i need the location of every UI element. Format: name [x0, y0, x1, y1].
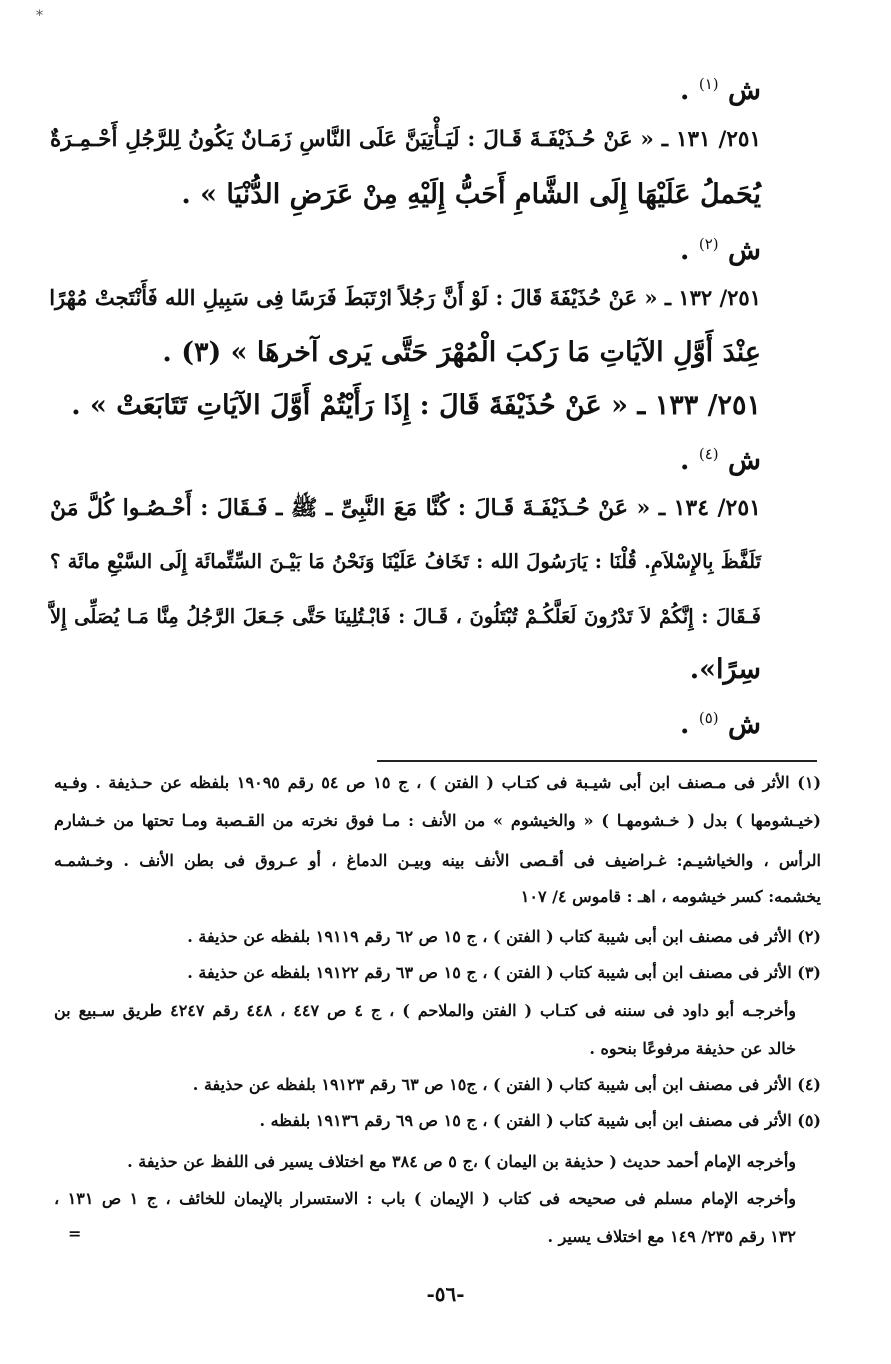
footnote-1-line-3: الرأس ، والخياشيـم: غـراضيف فى أقـصى الأنف بينه وبيـن الدماغ ، أو عـروق فى بطن الأنف . وخـشمـه [54, 851, 821, 870]
page-number: -٥٦- [426, 1282, 465, 1306]
hadith-134-line-2: تَلَفَّظَ بِالإِسْلاَمِ. قُلْنَا : يَارَسُولَ الله : تَخَافُ عَلَيْنَا وَنَحْنُ مَا بَيْـنَ السِّتِّمائَة إِلَى السَّبْعِ مائَة ؟ [50, 550, 761, 573]
sharh-marker-2 [680, 224, 761, 271]
hadith-131-line-1: ٢٥١/ ١٣١ ـ « عَنْ حُـذَيْفَـةَ قَـالَ : لَيَـأْتِيَنَّ عَلَى النَّاسِ زَمَـانٌ يَكُونُ لِلرَّجُلِ أَحْـمِـرَةٌ [50, 127, 761, 152]
footnote-2: (٢) الأثر فى مصنف ابن أبى شيبة كتاب ( الفتن ) ، ج ١٥ ص ٦٢ رقم ١٩١١٩ بلفظه عن حذيفة . [187, 927, 821, 946]
sharh-marker-4 [680, 434, 761, 481]
footnote-ref-5: (٥) [698, 709, 719, 727]
sharh-end: . [680, 235, 690, 266]
hadith-134-line-3: فَـقَالَ : إِنَّكُمْ لاَ تَدْرُونَ لَعَلَّكُـمْ تُبْتَلُونَ ، قَـالَ : فَابْـتُلِينَا حَتَّى جَـعَلَ الرَّجُلُ مِنَّا مَـا يُصَلِّى إِلاَّ [50, 605, 761, 628]
sharh-label: ش [728, 445, 761, 476]
hadith-134-line-4: سِرًا». [689, 654, 761, 685]
footnote-1-line-1: (١) الأثر فى مـصنف ابن أبى شيـبة فى كتـاب ( الفتن ) ، ج ١٥ ص ٥٤ رقم ١٩٠٩٥ بلفظه عن حـذيفة . وفـيه [54, 773, 822, 792]
sharh-label: ش [728, 75, 761, 106]
hadith-133-line-1: ٢٥١/ ١٣٣ ـ « عَنْ حُذَيْفَةَ قَالَ : إِذَا رَأَيْتُمْ أَوَّلَ الآيَاتِ تَتَابَعَتْ » . [71, 390, 761, 421]
footnote-5-line-2: وأخرجه الإمام أحمد حديث ( حذيفة بن اليمان ) ،ج ٥ ص ٣٨٤ مع اختلاف يسير فى اللفظ عن حذيفة . [127, 1152, 796, 1171]
sharh-end: . [680, 445, 690, 476]
hadith-132-line-2: عِنْدَ أَوَّلِ الآيَاتِ مَا رَكبَ الْمُهْرَ حَتَّى يَرى آخرهَا » (٣) . [162, 337, 761, 368]
sharh-end: . [680, 75, 690, 106]
hadith-132-line-1: ٢٥١/ ١٣٢ ـ « عَنْ حُذَيْفَةَ قَالَ : لَوْ أَنَّ رَجُلاً ارْتَبَطَ فَرَسًا فِى سَبِيلِ الله فَأَنْتَجتْ مُهْرًا [49, 285, 761, 310]
sharh-label: ش [728, 235, 761, 266]
footnote-3-line-1: (٣) الأثر فى مصنف ابن أبى شيبة كتاب ( الفتن ) ، ج ١٥ ص ٦٣ رقم ١٩١٢٢ بلفظه عن حذيفة . [187, 963, 821, 982]
footnote-1-line-2: (خيـشومها ) بدل ( خـشومهـا ) « والخيشوم » من الأنف : مـا فوق نخرته من القـصبة ومـا تحتها من خـشارم [54, 811, 821, 830]
footnote-5-line-3: وأخرجه الإمام مسلم فى صحيحه فى كتاب ( الإيمان ) باب : الاستسرار بالإيمان للخائف ، ج ١ ص ١٣١ ، [54, 1189, 797, 1208]
sharh-marker-5 [680, 698, 761, 745]
footnote-ref-1: (١) [698, 75, 719, 93]
footnote-3-line-3: خالد عن حذيفة مرفوعًا بنحوه . [589, 1039, 796, 1058]
sharh-end: . [680, 709, 690, 740]
hadith-134-line-1: ٢٥١/ ١٣٤ ـ « عَنْ حُـذَيْفَـةَ قَـالَ : كُنَّا مَعَ النَّبِىِّ ـ ﷺ ـ فَـقَالَ : أَحْـصُـوا كُلَّ مَنْ [50, 495, 761, 521]
sharh-label: ش [728, 709, 761, 740]
corner-mark: * [36, 8, 43, 24]
hadith-131-line-2: يُحَملُ عَلَيْهَا إِلَى الشَّامِ أَحَبُّ إِلَيْهِ مِنْ عَرَضِ الدُّنْيَا » . [181, 179, 761, 210]
sharh-marker-1 [680, 64, 761, 111]
footnote-ref-4: (٤) [698, 445, 719, 463]
footnote-3-line-2: وأخرجـه أبو داود فى سننه فى كتـاب ( الفتن والملاحم ) ، ج ٤ ص ٤٤٧ ، ٤٤٨ رقم ٤٢٤٧ طريق سـبيع بن [54, 1001, 797, 1020]
footnote-5-line-1: (٥) الأثر فى مصنف ابن أبى شيبة كتاب ( الفتن ) ، ج ١٥ ص ٦٩ رقم ١٩١٣٦ بلفظه . [259, 1111, 821, 1130]
footnote-1-line-4: يخشمه: كسر خيشومه ، اهـ : قاموس ٤/ ١٠٧ [520, 887, 821, 906]
footnote-4: (٤) الأثر فى مصنف ابن أبى شيبة كتاب ( الفتن ) ، ج١٥ ص ٦٣ رقم ١٩١٢٣ بلفظه عن حذيفة . [192, 1075, 821, 1094]
continuation-mark: = [68, 1224, 82, 1243]
footnote-5-line-4: ١٣٢ رقم ٢٣٥/ ١٤٩ مع اختلاف يسير . [547, 1227, 796, 1246]
footnote-divider [377, 760, 817, 762]
footnote-ref-2: (٢) [698, 235, 719, 253]
